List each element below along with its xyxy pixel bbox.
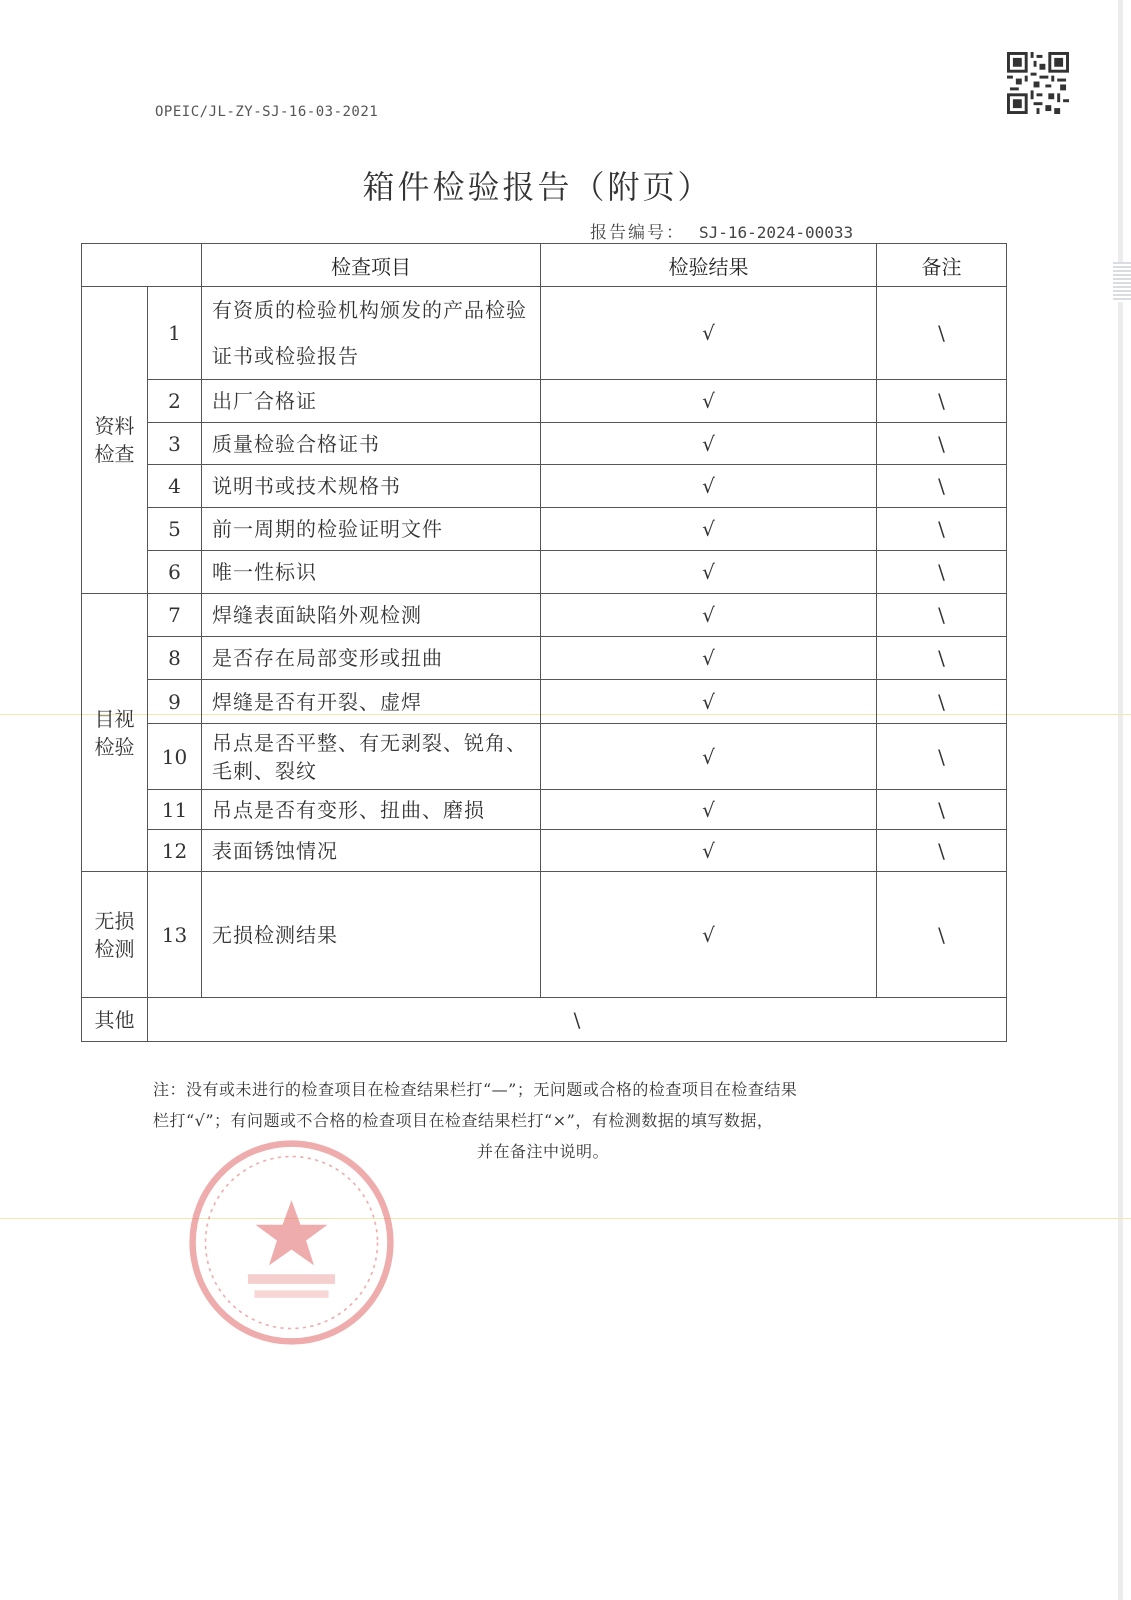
row-item: 吊点是否平整、有无剥裂、锐角、毛刺、裂纹 xyxy=(202,724,541,790)
row-remark: \ xyxy=(877,423,1007,465)
row-result: √ xyxy=(541,465,877,508)
row-item: 焊缝表面缺陷外观检测 xyxy=(202,594,541,637)
footnote-line-3: 并在备注中说明。 xyxy=(476,1142,609,1161)
scan-edge-strip xyxy=(1118,0,1123,1600)
row-remark: \ xyxy=(877,872,1007,998)
group-label-visual xyxy=(82,594,148,872)
row-item: 表面锈蚀情况 xyxy=(202,830,541,872)
row-number: 7 xyxy=(148,594,202,637)
row-result: √ xyxy=(541,594,877,637)
row-item: 前一周期的检验证明文件 xyxy=(202,508,541,551)
row-item: 无损检测结果 xyxy=(202,872,541,998)
row-item: 吊点是否有变形、扭曲、磨损 xyxy=(202,790,541,830)
row-result: √ xyxy=(541,380,877,423)
table-row xyxy=(82,423,1007,465)
table-header-row xyxy=(82,244,1007,287)
report-number xyxy=(590,218,853,243)
table-row xyxy=(82,724,1007,790)
row-number: 3 xyxy=(148,423,202,465)
row-number: 9 xyxy=(148,680,202,724)
qr-code-icon xyxy=(1007,52,1069,114)
row-item: 有资质的检验机构颁发的产品检验证书或检验报告 xyxy=(202,287,541,380)
row-remark: \ xyxy=(877,594,1007,637)
row-remark: \ xyxy=(877,465,1007,508)
table-row xyxy=(82,551,1007,594)
row-number: 2 xyxy=(148,380,202,423)
table-row xyxy=(82,594,1007,637)
footnote-line-1: 注：没有或未进行的检查项目在检查结果栏打“—”；无问题或合格的检查项目在检查结果 xyxy=(153,1080,798,1099)
table-row xyxy=(82,508,1007,551)
row-item: 出厂合格证 xyxy=(202,380,541,423)
row-remark: \ xyxy=(877,680,1007,724)
footnote-line-2: 栏打“√”；有问题或不合格的检查项目在检查结果栏打“×”，有检测数据的填写数据， xyxy=(153,1111,774,1130)
row-result: √ xyxy=(541,287,877,380)
other-label: 其他 xyxy=(82,998,148,1042)
row-number: 4 xyxy=(148,465,202,508)
row-remark: \ xyxy=(877,380,1007,423)
row-item: 说明书或技术规格书 xyxy=(202,465,541,508)
report-number-label: 报告编号： xyxy=(590,223,685,243)
official-seal-icon xyxy=(184,1135,399,1350)
scan-line xyxy=(0,1218,1131,1219)
row-result: √ xyxy=(541,508,877,551)
row-result: √ xyxy=(541,423,877,465)
row-remark: \ xyxy=(877,508,1007,551)
header-blank-cell xyxy=(82,244,202,287)
scan-edge-mark xyxy=(1113,262,1131,302)
other-value: \ xyxy=(148,998,1007,1042)
row-result: √ xyxy=(541,790,877,830)
group-label-ndt xyxy=(82,872,148,998)
table-row xyxy=(82,830,1007,872)
row-number: 13 xyxy=(148,872,202,998)
table-row xyxy=(82,680,1007,724)
table-row xyxy=(82,637,1007,680)
row-remark: \ xyxy=(877,830,1007,872)
row-number: 1 xyxy=(148,287,202,380)
row-remark: \ xyxy=(877,551,1007,594)
row-result: √ xyxy=(541,830,877,872)
row-item: 焊缝是否有开裂、虚焊 xyxy=(202,680,541,724)
group-label-text: 资料 检查 xyxy=(94,414,135,466)
row-item: 是否存在局部变形或扭曲 xyxy=(202,637,541,680)
row-item: 质量检验合格证书 xyxy=(202,423,541,465)
group-label-docs xyxy=(82,287,148,594)
row-result: √ xyxy=(541,724,877,790)
table-row xyxy=(82,872,1007,998)
group-label-text: 目视 检验 xyxy=(94,706,135,759)
page-title: 箱件检验报告（附页） xyxy=(362,168,713,206)
table-row xyxy=(82,790,1007,830)
row-result: √ xyxy=(541,551,877,594)
row-number: 5 xyxy=(148,508,202,551)
row-result: √ xyxy=(541,872,877,998)
row-result: √ xyxy=(541,680,877,724)
report-number-value: SJ-16-2024-00033 xyxy=(699,223,854,242)
document-code: OPEIC/JL-ZY-SJ-16-03-2021 xyxy=(155,104,379,120)
row-number: 6 xyxy=(148,551,202,594)
row-remark: \ xyxy=(877,637,1007,680)
table-row-other xyxy=(82,998,1007,1042)
table-row xyxy=(82,287,1007,380)
table-row xyxy=(82,380,1007,423)
row-remark: \ xyxy=(877,287,1007,380)
group-label-text: 无损 检测 xyxy=(94,908,135,961)
header-item: 检查项目 xyxy=(202,244,541,287)
row-result: √ xyxy=(541,637,877,680)
row-number: 10 xyxy=(148,724,202,790)
row-number: 12 xyxy=(148,830,202,872)
row-item: 唯一性标识 xyxy=(202,551,541,594)
header-result: 检验结果 xyxy=(541,244,877,287)
inspection-table xyxy=(81,243,1007,1042)
row-number: 8 xyxy=(148,637,202,680)
row-remark: \ xyxy=(877,790,1007,830)
row-number: 11 xyxy=(148,790,202,830)
header-remark: 备注 xyxy=(877,244,1007,287)
table-row xyxy=(82,465,1007,508)
row-remark: \ xyxy=(877,724,1007,790)
